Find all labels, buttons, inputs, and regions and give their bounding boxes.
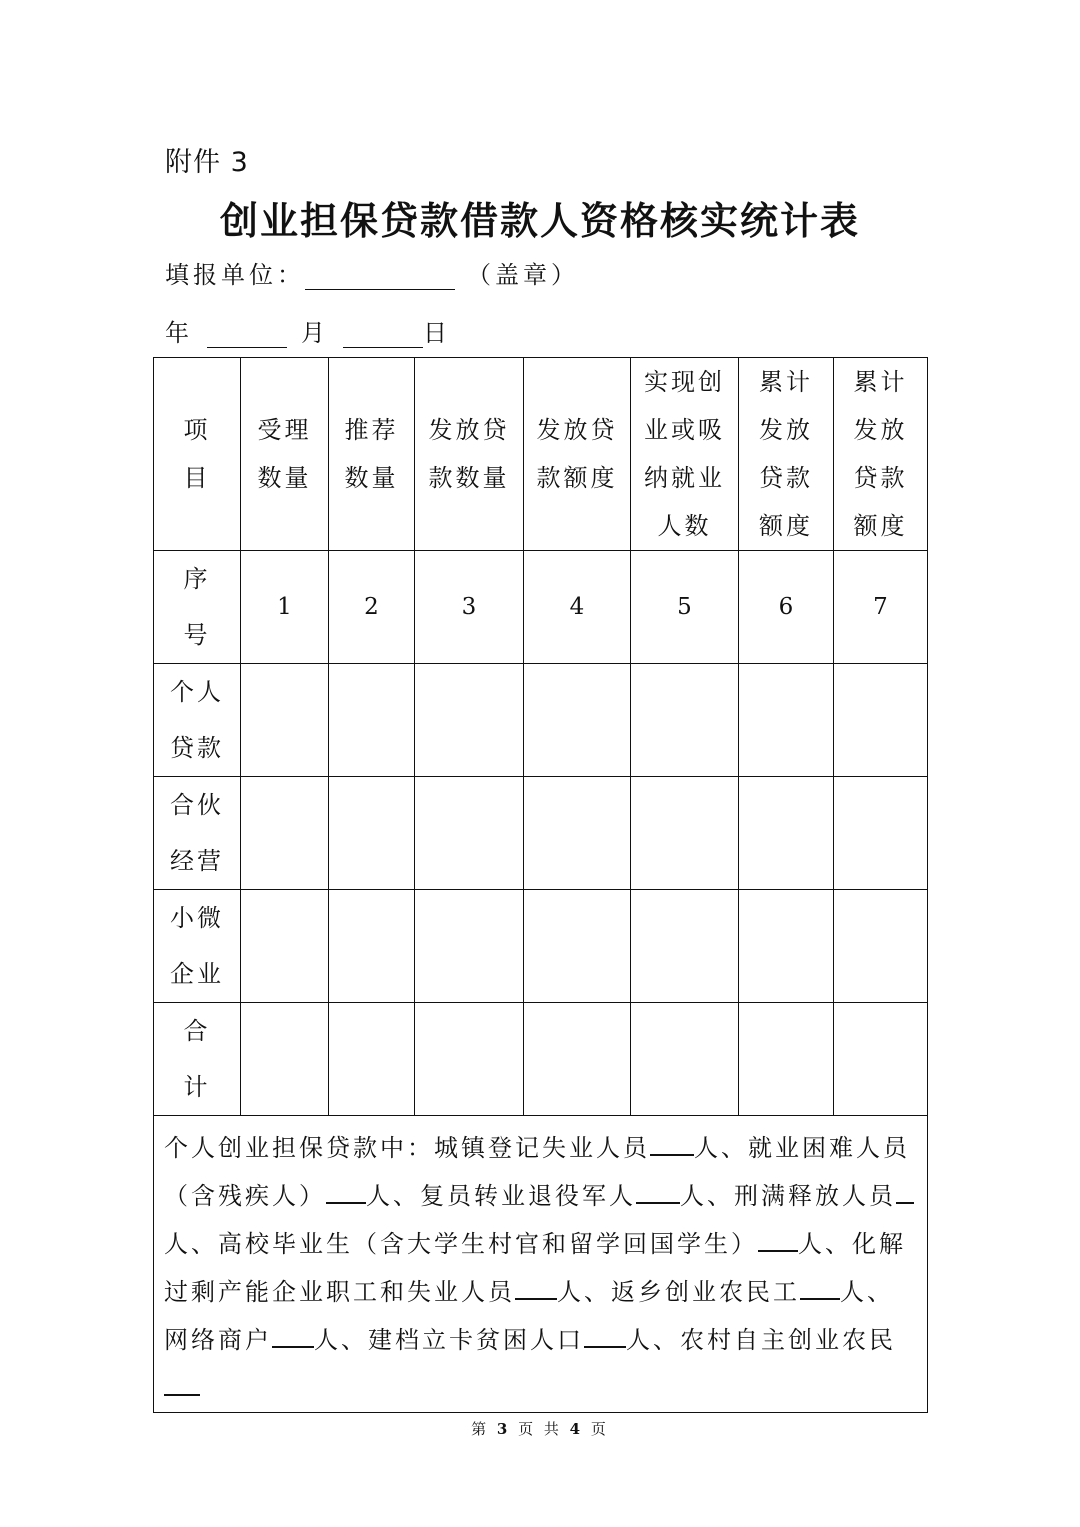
data-cell[interactable]: [524, 1003, 631, 1116]
year-field[interactable]: [207, 321, 287, 348]
sequence-number: 5: [631, 551, 739, 664]
data-cell[interactable]: [631, 777, 739, 890]
seal-note: （盖章）: [467, 261, 579, 289]
blank-rural-entrepreneurs[interactable]: [164, 1372, 200, 1396]
note-row: [154, 1116, 928, 1413]
sequence-number: 7: [834, 551, 928, 664]
month-field[interactable]: [343, 321, 423, 348]
month-label: 月: [301, 319, 329, 347]
footer-suffix: 页: [590, 1420, 609, 1438]
row-label-personal-loan: 个人贷款: [154, 664, 241, 777]
data-cell[interactable]: [415, 890, 524, 1003]
sequence-row: [154, 551, 928, 664]
data-cell[interactable]: [834, 664, 928, 777]
fill-unit-label: 填报单位：: [165, 261, 305, 289]
data-cell[interactable]: [329, 664, 415, 777]
total-page-number: 4: [569, 1420, 584, 1438]
data-cell[interactable]: [631, 664, 739, 777]
data-cell[interactable]: [524, 664, 631, 777]
header-accepted: 受理数量: [241, 358, 329, 551]
row-label-small-micro-enterprise: 小微企业: [154, 890, 241, 1003]
data-cell[interactable]: [329, 1003, 415, 1116]
sequence-number: 1: [241, 551, 329, 664]
data-cell[interactable]: [834, 777, 928, 890]
data-cell[interactable]: [415, 1003, 524, 1116]
header-cumulative-amount-2: 累计发放贷款额度: [834, 358, 928, 551]
data-cell[interactable]: [241, 777, 329, 890]
blank-veterans[interactable]: [636, 1180, 680, 1204]
data-cell[interactable]: [329, 777, 415, 890]
data-cell[interactable]: [524, 777, 631, 890]
data-cell[interactable]: [739, 1003, 834, 1116]
table-row-partnership: [154, 777, 928, 890]
data-cell[interactable]: [524, 890, 631, 1003]
data-cell[interactable]: [739, 777, 834, 890]
blank-graduates[interactable]: [758, 1228, 798, 1252]
blank-online-merchants[interactable]: [272, 1324, 314, 1348]
sequence-number: 6: [739, 551, 834, 664]
breakdown-note: 个人创业担保贷款中：城镇登记失业人员 人、就业困难人员（含残疾人） 人、复员转业退役军人 人、刑满释放人员人、高校毕业生（含大学生村官和留学回国学生） 人、化解过剩产能企业职工和失业人员 人、返乡创业农民工 人、网络商户 人、建档立卡贫困人口 人、农村自主创业农民: [154, 1116, 928, 1413]
note-intro: 个人创业担保贷款中：城镇登记失业人员: [164, 1134, 650, 1162]
sequence-label: 序 号: [154, 551, 241, 664]
statistics-table: [153, 357, 928, 1413]
data-cell[interactable]: [631, 1003, 739, 1116]
data-cell[interactable]: [241, 1003, 329, 1116]
header-loans-issued-amount: 发放贷款额度: [524, 358, 631, 551]
table-row-total: [154, 1003, 928, 1116]
blank-registered-poor[interactable]: [584, 1324, 626, 1348]
data-cell[interactable]: [241, 890, 329, 1003]
row-label-partnership: 合伙经营: [154, 777, 241, 890]
sequence-number: 3: [415, 551, 524, 664]
sequence-number: 2: [329, 551, 415, 664]
header-recommended: 推荐数量: [329, 358, 415, 551]
data-cell[interactable]: [834, 890, 928, 1003]
page-footer: [0, 1418, 1080, 1439]
year-label: 年: [165, 319, 193, 347]
data-cell[interactable]: [329, 890, 415, 1003]
sequence-number: 4: [524, 551, 631, 664]
blank-registered-unemployed[interactable]: [650, 1132, 694, 1156]
blank-employment-difficulty[interactable]: [326, 1180, 366, 1204]
data-cell[interactable]: [415, 664, 524, 777]
attachment-label: 附件 3: [165, 147, 249, 178]
data-cell[interactable]: [415, 777, 524, 890]
data-cell[interactable]: [739, 664, 834, 777]
row-label-total: 合 计: [154, 1003, 241, 1116]
footer-prefix: 第: [471, 1420, 490, 1438]
header-row: [154, 358, 928, 551]
header-employment: 实现创业或吸纳就业人数: [631, 358, 739, 551]
header-loans-issued-count: 发放贷款数量: [415, 358, 524, 551]
data-cell[interactable]: [739, 890, 834, 1003]
date-line: [165, 313, 451, 348]
data-cell[interactable]: [241, 664, 329, 777]
data-cell[interactable]: [834, 1003, 928, 1116]
footer-mid: 页 共: [518, 1420, 562, 1438]
header-cumulative-amount-1: 累计发放贷款额度: [739, 358, 834, 551]
fill-unit-line: [165, 255, 579, 290]
blank-released-prisoners[interactable]: [896, 1180, 914, 1204]
day-label: 日: [423, 319, 451, 347]
header-item: 项 目: [154, 358, 241, 551]
blank-returning-migrant-workers[interactable]: [800, 1276, 840, 1300]
table-row-small-micro-enterprise: [154, 890, 928, 1003]
fill-unit-field[interactable]: [305, 263, 455, 290]
blank-overcapacity-workers[interactable]: [515, 1276, 557, 1300]
page-title: 创业担保贷款借款人资格核实统计表: [219, 199, 860, 243]
data-cell[interactable]: [631, 890, 739, 1003]
table-row-personal-loan: [154, 664, 928, 777]
current-page-number: 3: [496, 1420, 511, 1438]
